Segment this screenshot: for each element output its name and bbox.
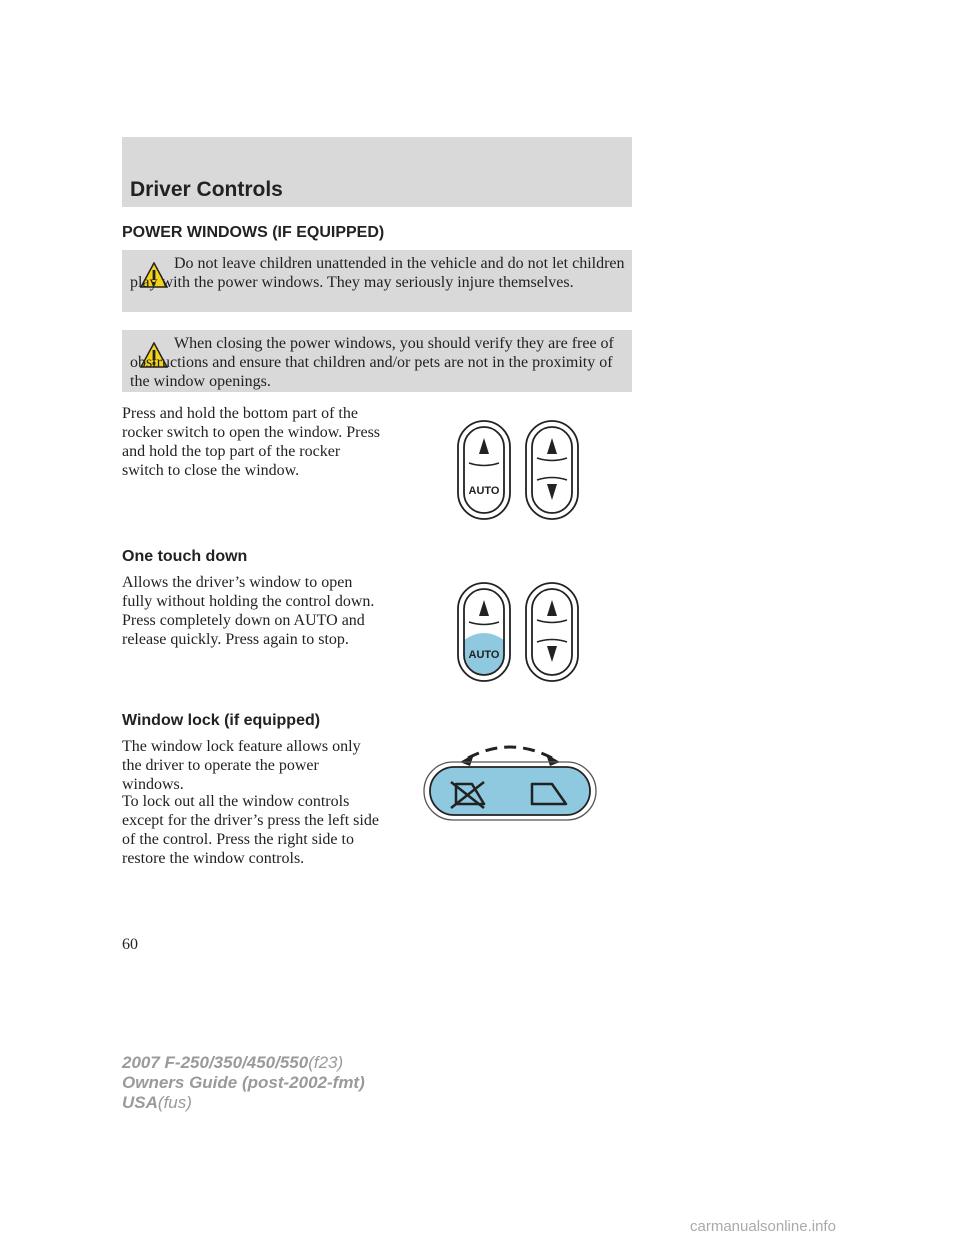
auto-label: AUTO [468,649,500,661]
auto-switch-highlighted [458,583,510,681]
footer-guide-title: Owners Guide (post-2002-fmt) [122,1073,365,1092]
footer-model-code: (f23) [308,1053,344,1072]
up-arrow-icon [547,438,557,454]
press-hold-paragraph: Press and hold the bottom part of the rocker switch to open the window. Press and hold the top part of the rocker switch to close the window. [122,405,381,479]
auto-switch [458,421,510,519]
right-arrowhead-icon [546,754,560,766]
lock-rocker [430,767,590,815]
warning-text: When closing the power windows, you should verify they are free of obstructions and ensure that children and/or pets are not in the proximity of the window openings. [130,335,614,390]
watermark: carmanualsonline.info [690,1218,836,1235]
footer-region-code: (fus) [157,1093,192,1112]
page-title: Driver Controls [130,178,283,201]
one-touch-paragraph: Allows the driver’s window to open fully without holding the control down. Press completely down on AUTO and release quickly. Press again to stop. [122,574,375,648]
window-switch-auto-figure [455,580,585,684]
page-number: 60 [122,936,138,953]
footer-model: 2007 F-250/350/450/550 [122,1053,309,1072]
rocker-direction-arc [468,747,552,758]
section-heading: POWER WINDOWS (IF EQUIPPED) [122,224,385,241]
window-lock-switch-figure [420,738,600,824]
one-touch-heading: One touch down [122,548,248,565]
auto-label: AUTO [468,485,500,497]
up-arrow-icon [479,438,489,454]
window-lock-heading: Window lock (if equipped) [122,712,321,729]
window-lock-paragraph: The window lock feature allows only the driver to operate the power windows. [122,738,361,793]
warning-box-obstructions [122,330,632,392]
up-arrow-icon [479,600,489,616]
down-arrow-icon [547,484,557,500]
left-arrowhead-icon [460,754,474,766]
footer-line-region [122,1093,522,1113]
window-lockout-paragraph: To lock out all the window controls except for the driver’s press the left side of the control. Press the right side to restore the window controls. [122,793,379,867]
footer-region: USA [122,1093,158,1112]
footer-line-guide [122,1073,522,1093]
warning-box-children [122,250,632,312]
passenger-switch [526,583,578,681]
window-switch-figure [455,418,585,522]
warning-text: Do not leave children unattended in the vehicle and do not let children play with the power windows. They may seriously injure themselves. [130,255,625,291]
passenger-switch [526,421,578,519]
down-arrow-icon [547,646,557,662]
up-arrow-icon [547,600,557,616]
footer-line-model [122,1053,522,1073]
